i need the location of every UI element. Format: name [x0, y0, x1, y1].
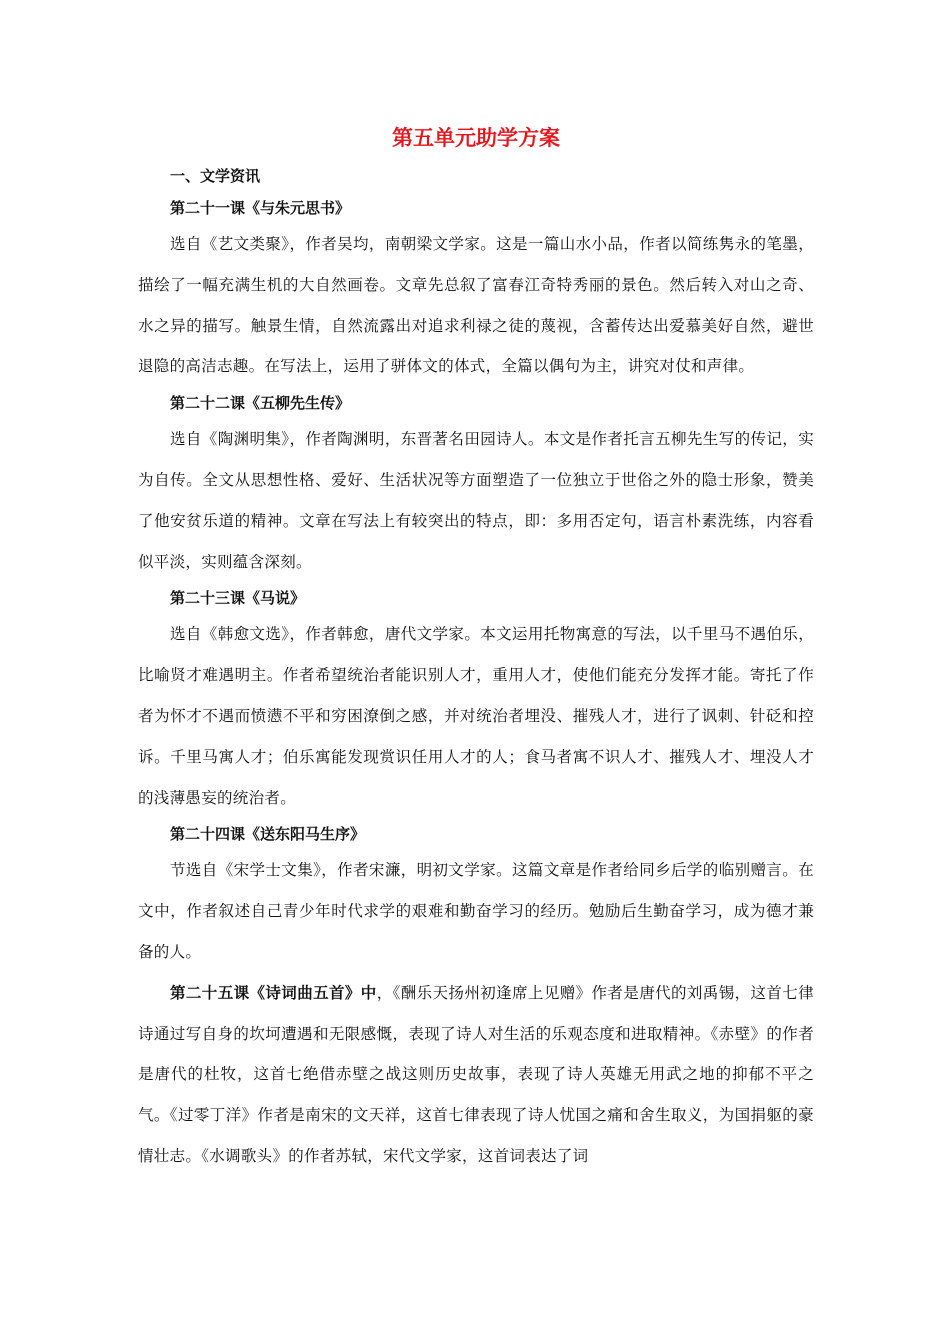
lesson-22-heading: 第二十二课《五柳先生传》 [170, 394, 351, 413]
lesson-21-heading: 第二十一课《与朱元思书》 [170, 199, 351, 217]
document-page [138, 118, 814, 1177]
section-heading: 一、文学资讯 [170, 167, 261, 185]
lesson-24-paragraph: 节选自《宋学士文集》，作者宋濂，明初文学家。这篇文章是作者给同乡后学的临别赠言。在文中，作者叙述自己青少年时代求学的艰难和勤奋学习的经历。勉励后生勤奋学习，成为德才兼备的人。 [138, 861, 814, 961]
lesson-23-paragraph: 选自《韩愈文选》，作者韩愈，唐代文学家。本文运用托物寓意的写法，以千里马不遇伯乐，比喻贤才难遇明主。作者希望统治者能识别人才，重用人才，使他们能充分发挥才能。寄托了作者为怀才不遇而愤懑不平和穷困潦倒之感，并对统治者埋没、摧残人才，进行了讽刺、针砭和控诉。千里马寓人才；伯乐寓能发现赏识任用人才的人；食马者寓不识人才、摧残人才、埋没人才的浅薄愚妄的统治者。 [138, 625, 814, 807]
page-title: 第五单元助学方案 [392, 126, 560, 150]
lesson-25-heading: 第二十五课《诗词曲五首》中 [170, 983, 377, 1002]
lesson-23-heading: 第二十三课《马说》 [170, 589, 306, 608]
lesson-22-paragraph: 选自《陶渊明集》，作者陶渊明，东晋著名田园诗人。本文是作者托言五柳先生写的传记，实为自传。全文从思想性格、爱好、生活状况等方面塑造了一位独立于世俗之外的隐士形象，赞美了他安贫乐道的精神。文章在写法上有较突出的特点，即：多用否定句，语言朴素洗练，内容看似平淡，实则蕴含深刻。 [138, 430, 814, 571]
lesson-24-heading: 第二十四课《送东阳马生序》 [170, 825, 366, 844]
lesson-25-paragraph [138, 973, 814, 1177]
lesson-25-body: ，《酬乐天扬州初逢席上见赠》作者是唐代的刘禹锡，这首七律诗通过写自身的坎坷遭遇和无限感慨，表现了诗人对生活的乐观态度和进取精神。《赤壁》的作者是唐代的杜牧，这首七绝借赤壁之战这则历史故事，表现了诗人英雄无用武之地的抑郁不平之气。《过零丁洋》作者是南宋的文天祥，这首七律表现了诗人忧国之痛和舍生取义，为国捐躯的豪情壮志。《水调歌头》的作者苏轼，宋代文学家，这首词表达了词 [138, 983, 814, 1165]
lesson-21-paragraph: 选自《艺文类聚》，作者吴均，南朝梁文学家。这是一篇山水小品，作者以简练隽永的笔墨，描绘了一幅充满生机的大自然画卷。文章先总叙了富春江奇特秀丽的景色。然后转入对山之奇、水之异的描写。触景生情，自然流露出对追求利禄之徒的蔑视，含蓄传达出爱慕美好自然，避世退隐的高洁志趣。在写法上，运用了骈体文的体式，全篇以偶句为主，讲究对仗和声律。 [138, 235, 814, 376]
